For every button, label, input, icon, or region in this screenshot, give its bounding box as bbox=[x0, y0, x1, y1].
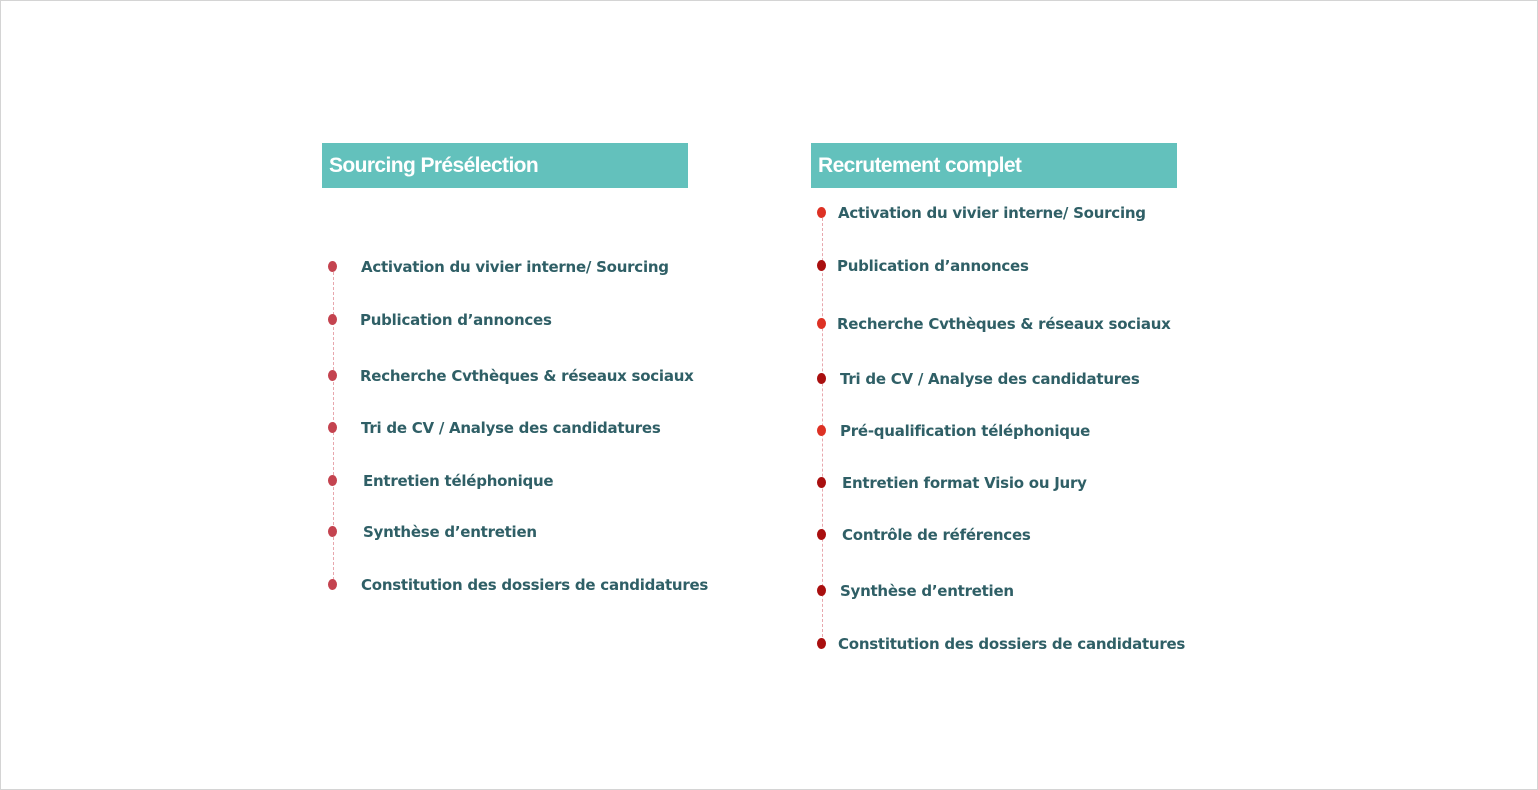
timeline-step bbox=[811, 472, 1177, 494]
timeline-step bbox=[322, 417, 688, 439]
column-header-recrutement-complet: Recrutement complet bbox=[811, 143, 1177, 188]
step-label: Synthèse d’entretien bbox=[363, 523, 537, 541]
timeline-step bbox=[811, 255, 1177, 277]
step-label: Constitution des dossiers de candidatures bbox=[361, 576, 709, 594]
timeline-dot bbox=[328, 370, 337, 381]
step-label: Tri de CV / Analyse des candidatures bbox=[361, 419, 661, 437]
step-label: Contrôle de références bbox=[842, 526, 1031, 544]
timeline-step bbox=[322, 574, 709, 596]
step-label: Publication d’annonces bbox=[360, 311, 552, 329]
timeline-dot bbox=[817, 425, 826, 436]
timeline-dot bbox=[328, 422, 337, 433]
step-label: Recherche Cvthèques & réseaux sociaux bbox=[360, 367, 694, 385]
timeline-dot bbox=[817, 638, 826, 649]
step-label: Activation du vivier interne/ Sourcing bbox=[838, 204, 1146, 222]
timeline-dot bbox=[817, 373, 826, 384]
timeline-step bbox=[811, 202, 1177, 224]
timeline-step bbox=[322, 470, 688, 492]
timeline-dot bbox=[328, 475, 337, 486]
step-label: Pré-qualification téléphonique bbox=[840, 422, 1091, 440]
timeline-step bbox=[322, 365, 694, 387]
step-label: Activation du vivier interne/ Sourcing bbox=[361, 258, 669, 276]
timeline-dot bbox=[817, 477, 826, 488]
timeline-step bbox=[811, 633, 1186, 655]
step-label: Synthèse d’entretien bbox=[840, 582, 1014, 600]
timeline-dot bbox=[328, 314, 337, 325]
timeline-dot bbox=[328, 526, 337, 537]
timeline-dot bbox=[328, 261, 337, 272]
timeline-step bbox=[811, 368, 1177, 390]
timeline-step bbox=[811, 580, 1177, 602]
step-label: Entretien téléphonique bbox=[363, 472, 554, 490]
step-label: Recherche Cvthèques & réseaux sociaux bbox=[837, 315, 1171, 333]
timeline-step bbox=[811, 524, 1177, 546]
timeline-step bbox=[322, 309, 688, 331]
step-label: Publication d’annonces bbox=[837, 257, 1029, 275]
timeline-dot bbox=[817, 318, 826, 329]
timeline-step bbox=[811, 313, 1177, 335]
column-header-sourcing-preselection: Sourcing Présélection bbox=[322, 143, 688, 188]
timeline-step bbox=[811, 420, 1177, 442]
timeline-dot bbox=[817, 585, 826, 596]
timeline-step bbox=[322, 521, 688, 543]
step-label: Constitution des dossiers de candidatures bbox=[838, 635, 1186, 653]
step-label: Tri de CV / Analyse des candidatures bbox=[840, 370, 1140, 388]
timeline-dot bbox=[817, 529, 826, 540]
timeline-dot bbox=[817, 207, 826, 218]
column-sourcing-preselection bbox=[322, 143, 709, 594]
step-label: Entretien format Visio ou Jury bbox=[842, 474, 1087, 492]
timeline-dot bbox=[328, 579, 337, 590]
timeline-dot bbox=[817, 260, 826, 271]
timeline-step bbox=[322, 256, 688, 278]
column-recrutement-complet bbox=[811, 143, 1186, 653]
